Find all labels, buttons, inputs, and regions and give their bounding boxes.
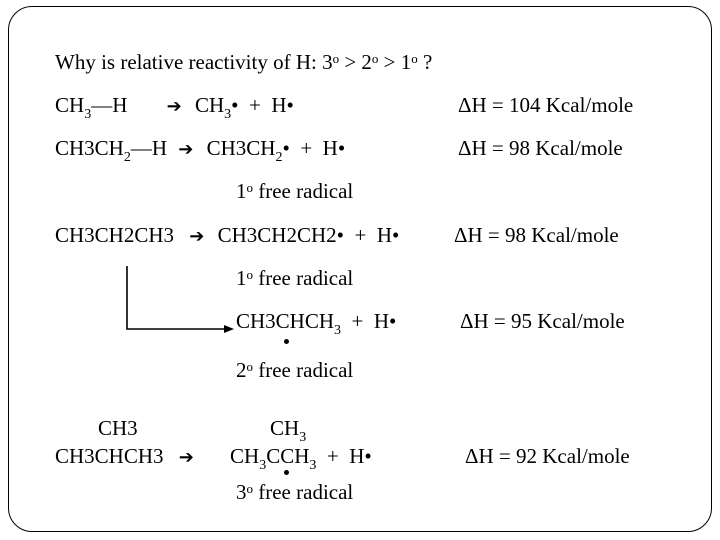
reaction-arrow-icon: ➔ <box>166 96 182 116</box>
isobutane-delta-h: ΔH = 92 Kcal/mole <box>465 444 630 468</box>
tert-butyl-radical: $CH_3CCH_3$ + H• <box>230 444 372 473</box>
isobutane-branch: CH3 <box>98 416 138 440</box>
reaction-arrow-icon: ➔ <box>178 139 194 159</box>
propane-primary-equation: CH3CH2CH3 ➔ CH3CH2CH2• + H• <box>55 223 400 247</box>
radical-dot <box>284 470 289 475</box>
tert-butyl-branch: $CH_3$ <box>270 416 307 445</box>
ethane-delta-h: ΔH = 98 Kcal/mole <box>458 136 623 160</box>
reaction-arrow-icon: ➔ <box>178 447 194 467</box>
propane-secondary-delta-h: ΔH = 95 Kcal/mole <box>460 309 625 333</box>
ethane-equation: $CH3CH_2—H$ ➔ $CH3CH_2•$ + H• <box>55 136 346 165</box>
radical-dot <box>284 339 289 344</box>
reaction-arrow-icon: ➔ <box>189 226 205 246</box>
propane-secondary-equation: $CH3CHCH_3$ + H• <box>236 309 397 338</box>
methane-delta-h: ΔH = 104 Kcal/mole <box>458 93 634 117</box>
isobutane-radical-note: 3$^o$ free radical <box>236 480 354 504</box>
propane-primary-delta-h: ΔH = 98 Kcal/mole <box>454 223 619 247</box>
ethane-radical-note: 1$^o$ free radical <box>236 179 354 203</box>
propane-primary-radical-note: 1$^o$ free radical <box>236 266 354 290</box>
methane-equation: $CH_3—H$ ➔ $CH_3•$ + H• <box>55 93 294 122</box>
propane-secondary-radical-note: 2$^o$ free radical <box>236 358 354 382</box>
isobutane-equation: CH3CHCH3 ➔ <box>55 444 194 468</box>
question-text: Why is relative reactivity of H: $3^o > 2^o > 1^o$ ? <box>55 50 433 74</box>
